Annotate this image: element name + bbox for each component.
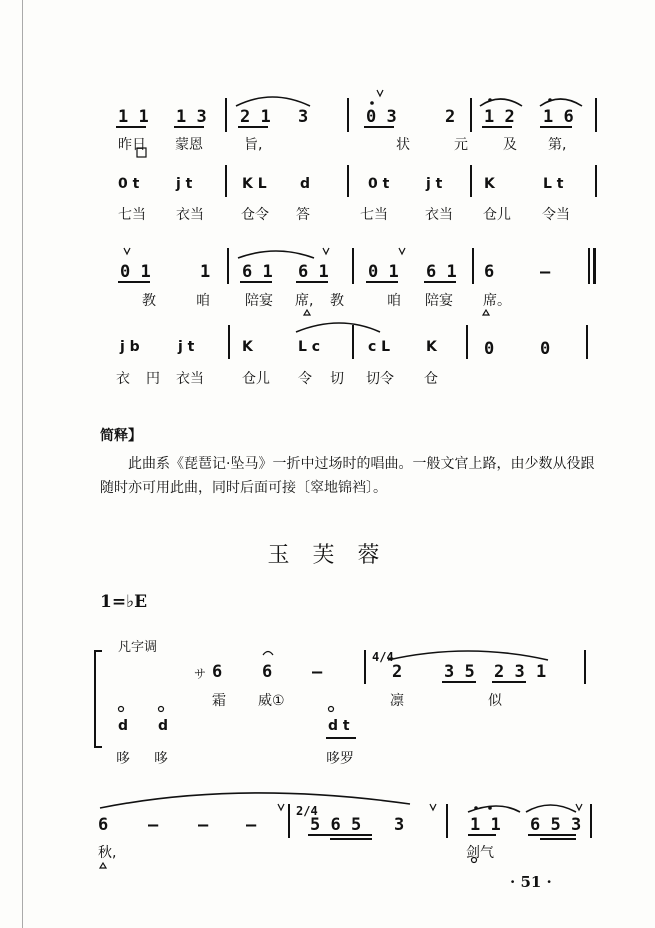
lyric: 威① xyxy=(258,693,285,709)
lyric: 咱 xyxy=(196,293,210,309)
perc-syllable: 哆罗 xyxy=(326,751,354,767)
note: 6 xyxy=(484,262,495,282)
piece-title: 玉 芙 蓉 xyxy=(267,543,388,568)
perc-syllable: 衣当 xyxy=(425,207,453,223)
accent-mark xyxy=(483,310,489,315)
breath-mark xyxy=(124,248,130,254)
slur xyxy=(526,805,576,812)
rest: 0 xyxy=(540,339,551,359)
breath-mark xyxy=(430,804,436,810)
note: 1 xyxy=(200,262,211,282)
perc-syllable: 仓儿 xyxy=(483,207,511,223)
note-group: 6 5 3 xyxy=(530,815,582,835)
open-dot xyxy=(159,707,164,712)
slur xyxy=(388,651,548,660)
time-signature: 2/4 xyxy=(296,804,318,818)
octave-dot xyxy=(474,806,478,810)
perc-symbol: j t xyxy=(426,176,443,192)
note: 3 xyxy=(394,815,405,835)
note: 6 xyxy=(262,662,273,682)
lyric: 陪宴 xyxy=(425,293,453,309)
note-group: 1 1 xyxy=(118,107,149,127)
perc-syllable: 仓儿 xyxy=(242,371,270,387)
hold-dash: – xyxy=(312,662,323,682)
lyric: 旨, xyxy=(244,137,263,153)
perc-syllable: 衣 xyxy=(116,371,130,387)
lyric: 元 xyxy=(454,137,468,153)
octave-dot xyxy=(488,98,492,102)
breath-mark xyxy=(399,248,405,254)
perc-syllable: 仓 xyxy=(424,371,438,387)
lyric: 霜 xyxy=(212,693,226,709)
lyric: 第, xyxy=(548,137,567,153)
hold-dash: – xyxy=(148,815,159,835)
box-mark xyxy=(137,148,146,157)
breath-mark xyxy=(377,90,383,96)
perc-syllable: 切令 xyxy=(366,371,394,387)
perc-symbol: d xyxy=(158,718,169,734)
perc-symbol: d xyxy=(300,176,311,192)
breath-mark xyxy=(323,248,329,254)
open-dot xyxy=(472,858,477,863)
note-group: 0 1 xyxy=(368,262,399,282)
hold-dash: – xyxy=(198,815,209,835)
lyric: 状 xyxy=(396,137,410,153)
perc-symbol: K L xyxy=(242,176,267,192)
slur xyxy=(236,97,310,106)
perc-syllable: 衣当 xyxy=(176,207,204,223)
note-group: 0 1 xyxy=(120,262,151,282)
lyric: 席。 xyxy=(483,293,511,309)
perc-syllable: 七当 xyxy=(360,207,388,223)
perc-symbol: 0 t xyxy=(118,176,140,192)
perc-symbol: d xyxy=(118,718,129,734)
lyric: 似 xyxy=(488,693,502,709)
note-group: 1 1 xyxy=(470,815,501,835)
key-signature: 1=♭E xyxy=(100,592,148,612)
lyric: 蒙恩 xyxy=(175,137,203,153)
explanation-body: 此曲系《琵琶记·坠马》一折中过场时的唱曲。一般文官上路，由少数从役跟随时亦可用此曲，同时后面可接〔窣地锦裆〕。 xyxy=(100,456,595,496)
perc-symbol: j t xyxy=(176,176,193,192)
open-dot xyxy=(119,707,124,712)
note: 2 xyxy=(392,662,403,682)
lyric: 教 xyxy=(330,293,344,309)
note-group: 1 6 xyxy=(543,107,574,127)
lyric: 席, xyxy=(295,293,314,309)
open-dot xyxy=(329,707,334,712)
lyric: 及 xyxy=(503,137,517,153)
lyric: 昨日 xyxy=(118,137,146,153)
accent-mark xyxy=(100,863,106,868)
octave-dot xyxy=(488,806,492,810)
note: 3 xyxy=(298,107,309,127)
perc-symbol: L t xyxy=(543,176,564,192)
perc-symbol: j b xyxy=(120,339,140,355)
slur xyxy=(480,99,522,106)
note-group: 6 1 xyxy=(298,262,329,282)
lyric: 陪宴 xyxy=(245,293,273,309)
note: 6 xyxy=(212,662,223,682)
note-group: 6 1 xyxy=(242,262,273,282)
perc-syllable: 七当 xyxy=(118,207,146,223)
perc-symbol: 0 t xyxy=(368,176,390,192)
time-signature: 4/4 xyxy=(372,650,394,664)
fermata xyxy=(263,652,273,656)
perc-syllable: 哆 xyxy=(154,751,168,767)
perc-symbol: d t xyxy=(328,718,350,734)
perc-symbol: j t xyxy=(178,339,195,355)
lyric: 剑气 xyxy=(466,845,494,861)
perc-syllable: 哆 xyxy=(116,751,130,767)
perc-syllable: 令 xyxy=(298,371,312,387)
octave-dot xyxy=(548,98,552,102)
lyric: 秋, xyxy=(98,845,117,861)
lyric: 凛 xyxy=(390,693,404,709)
slur xyxy=(540,99,582,106)
lyric: 咱 xyxy=(387,293,401,309)
perc-syllable: 令当 xyxy=(542,207,570,223)
perc-symbol: c L xyxy=(368,339,391,355)
slur xyxy=(100,793,410,808)
breath-mark xyxy=(278,804,284,810)
perc-symbol: K xyxy=(426,339,437,355)
note: 6 xyxy=(98,815,109,835)
slur xyxy=(238,251,314,258)
perc-syllable: 衣当 xyxy=(176,371,204,387)
rest: 0 xyxy=(484,339,495,359)
note-group: 3 5 xyxy=(444,662,475,682)
hold-dash: – xyxy=(246,815,257,835)
note: 1 xyxy=(536,662,547,682)
accent-mark xyxy=(304,310,310,315)
note: 2 xyxy=(445,107,456,127)
perc-symbol: K xyxy=(242,339,253,355)
perc-syllable: 切 xyxy=(330,371,344,387)
page-number: · 51 · xyxy=(510,873,552,891)
explanation-heading: 简释】 xyxy=(100,428,142,444)
note-group: 1 2 xyxy=(484,107,515,127)
perc-syllable: 仓令 xyxy=(241,207,269,223)
perc-symbol: K xyxy=(484,176,495,192)
mode-label: 凡字调 xyxy=(118,640,158,655)
note-group: 2 1 xyxy=(240,107,271,127)
octave-dot xyxy=(370,101,374,105)
note-group: 1 3 xyxy=(176,107,207,127)
slur xyxy=(296,323,380,332)
note-group: 2 3 xyxy=(494,662,525,682)
breath-mark xyxy=(576,804,582,810)
hold-dash: – xyxy=(540,262,551,282)
free-meter-mark: サ xyxy=(194,667,207,681)
perc-symbol: L c xyxy=(298,339,321,355)
note-group: 5 6 5 xyxy=(310,815,362,835)
perc-syllable: 円 xyxy=(146,371,160,387)
lyric: 教 xyxy=(142,293,156,309)
note-group: 6 1 xyxy=(426,262,457,282)
perc-syllable: 答 xyxy=(296,207,310,223)
note-group: 0 3 xyxy=(366,107,397,127)
